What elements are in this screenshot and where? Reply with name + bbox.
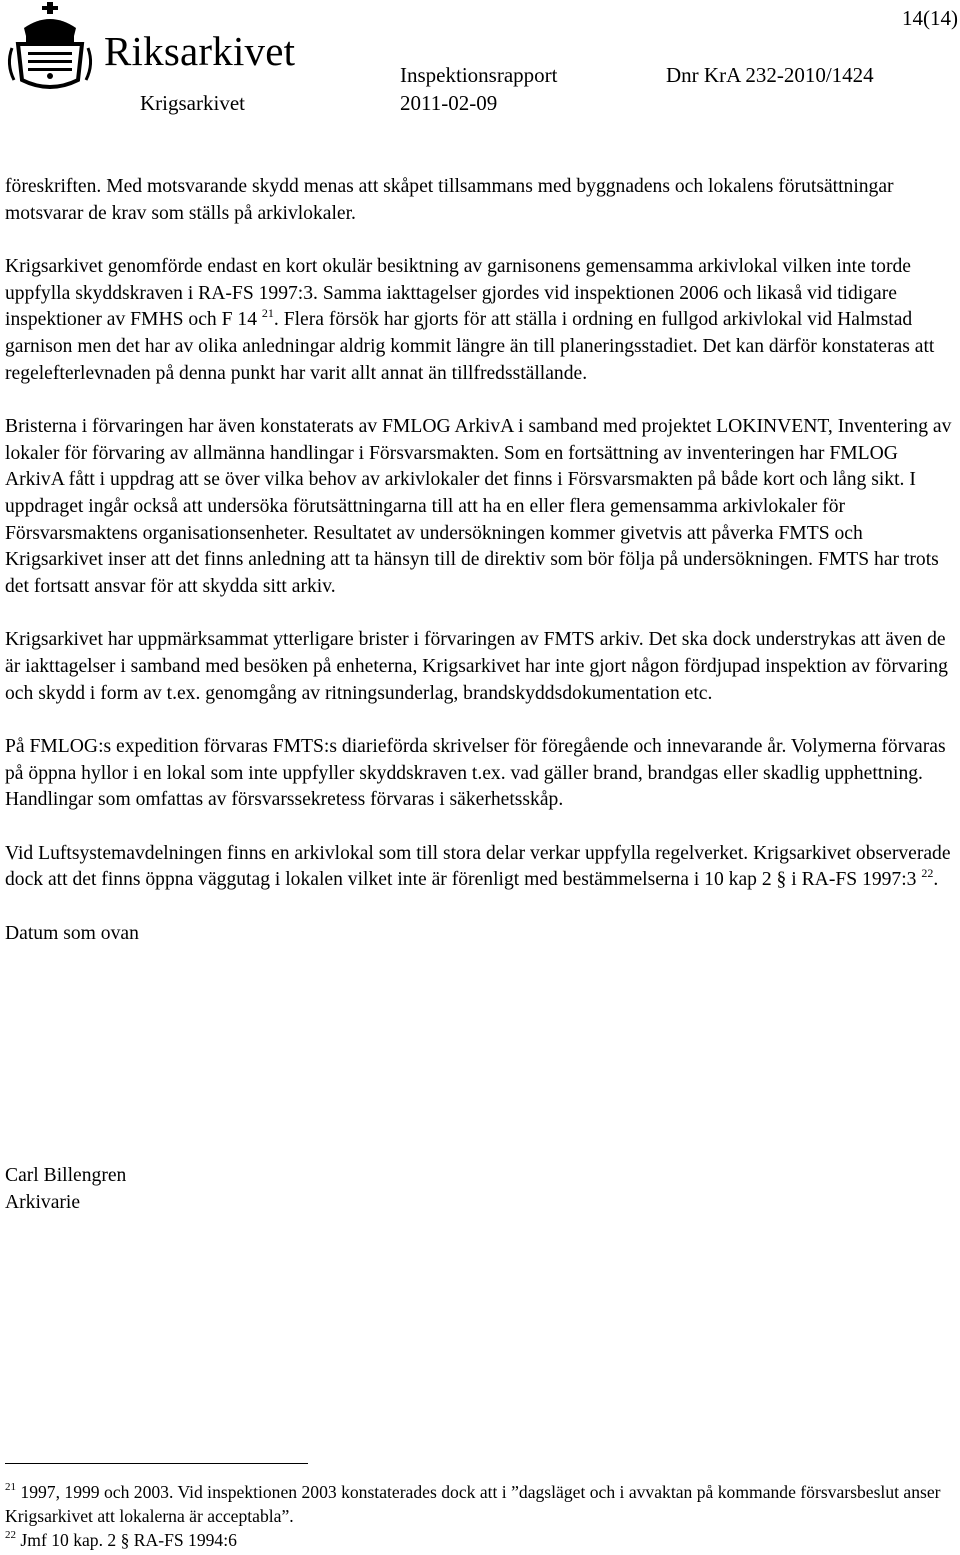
paragraph — [5, 414, 955, 600]
paragraph-text: Vid Luftsystemavdelningen finns en arkivlokal som till stora delar verkar uppfylla regelverket. Krigsarkivet observerade dock att det finns öppna väggutag i lokalen vilket inte är förenligt med bestämmelserna i 10 kap 2 § i RA-FS 1997:3 — [5, 842, 951, 891]
paragraph-text: föreskriften. Med motsvarande skydd menas att skåpet tillsammans med byggnadens och lokalens förutsättningar motsvarar de krav som ställs på arkivlokaler. — [5, 176, 894, 224]
paragraph-text: På FMLOG:s expedition förvaras FMTS:s diarieförda skrivelser för föregående och innevarande år. Volymerna förvaras på öppna hyllor i en lokal som inte uppfyller skyddskraven t.ex. vad gäller brand, brandgas eller skadlig upphettning. Handlingar som omfattas av försvarssekretess förvaras i säkerhetsskåp. — [5, 736, 946, 811]
riksarkivet-logo — [4, 2, 329, 94]
logo-wordmark: Riksarkivet — [104, 28, 296, 74]
paragraph — [5, 841, 955, 894]
footnote-number: 21 — [5, 1481, 16, 1494]
page-number: 14(14) — [902, 6, 958, 30]
paragraph-text: Krigsarkivet genomförde endast en kort okulär besiktning av garnisonens gemensamma arkivlokal vilken inte torde uppfylla skyddskraven i RA-FS 1997:3. Samma iakttagelser gjordes vid inspektionen 2006 och likaså vid tidigare inspektioner av FMHS och F 14 — [5, 256, 911, 331]
paragraph — [5, 734, 955, 814]
paragraph-text: Bristerna i förvaringen har även konstaterats av FMLOG ArkivA i samband med projektet LOKINVENT, Inventering av lokaler för förvaring av allmänna handlingar i Försvarsmakten. Som en fortsättning av inventeringen har FMLOG ArkivA fått i uppdrag att se över vilka behov av arkivlokaler det finns i Försvarsmakten på både kort och lång sikt. I uppdraget ingår också att undersöka förutsättningarna till att ha en eller flera gemensamma arkivlokaler för Försvarsmaktens organisationsenheter. Resultatet av undersökningen kommer givetvis att påverka FMTS och Krigsarkivet inser att det finns anledning att ta hänsyn till de direktiv som bör följa på undersökningen. FMTS har trots det fortsatt ansvar för att skydda sitt arkiv. — [5, 416, 952, 597]
footnote-number: 22 — [5, 1529, 16, 1542]
closing-line: Datum som ovan — [5, 923, 139, 945]
footnote-ref[interactable]: 21 — [261, 305, 274, 320]
document-date: 2011-02-09 — [400, 91, 498, 115]
signature-block — [5, 1163, 126, 1216]
dnr-number: Dnr KrA 232-2010/1424 — [666, 63, 874, 87]
signatory-title: Arkivarie — [5, 1191, 81, 1213]
paragraph-text: . Flera försök har gjorts för att ställa i ordning en fullgod arkivlokal vid Halmstad garnison men det har av olika anledningar aldrig kommit längre än till planeringsstadiet. Det kan därför konstateras att regelefterlevnaden på denna punkt har varit allt annat än tillfredsställande. — [5, 309, 935, 384]
paragraph — [5, 627, 955, 707]
footnote-ref[interactable]: 22 — [921, 865, 934, 880]
footnote — [5, 1480, 955, 1528]
footnote-text: Jmf 10 kap. 2 § RA-FS 1994:6 — [20, 1530, 237, 1550]
paragraph-text: Krigsarkivet har uppmärksammat ytterligare brister i förvaringen av FMTS arkiv. Det ska dock understrykas att även de är iakttagelser i samband med besöken på enheterna, Krigsarkivet har inte gjort någon fördjupad inspektion av förvaring och skydd i form av t.ex. genomgång av ritningsunderlag, brandskyddsdokumentation etc. — [5, 629, 948, 704]
paragraph-text: . — [933, 869, 939, 891]
footnote-separator — [5, 1463, 308, 1464]
document-type: Inspektionsrapport — [400, 63, 558, 87]
footnote — [5, 1528, 955, 1552]
paragraph — [5, 254, 955, 387]
footnote-text: 1997, 1999 och 2003. Vid inspektionen 2003 konstaterades dock att i ”dagsläget och i avvaktan på kommande försvarsbeslut anser Krigsarkivet att lokalerna är acceptabla”. — [5, 1482, 941, 1526]
signatory-name: Carl Billengren — [5, 1165, 127, 1186]
crown-emblem-icon — [4, 2, 96, 94]
archive-name: Krigsarkivet — [140, 91, 245, 115]
footnotes — [5, 1480, 955, 1552]
report-body — [5, 174, 955, 975]
paragraph — [5, 174, 955, 227]
